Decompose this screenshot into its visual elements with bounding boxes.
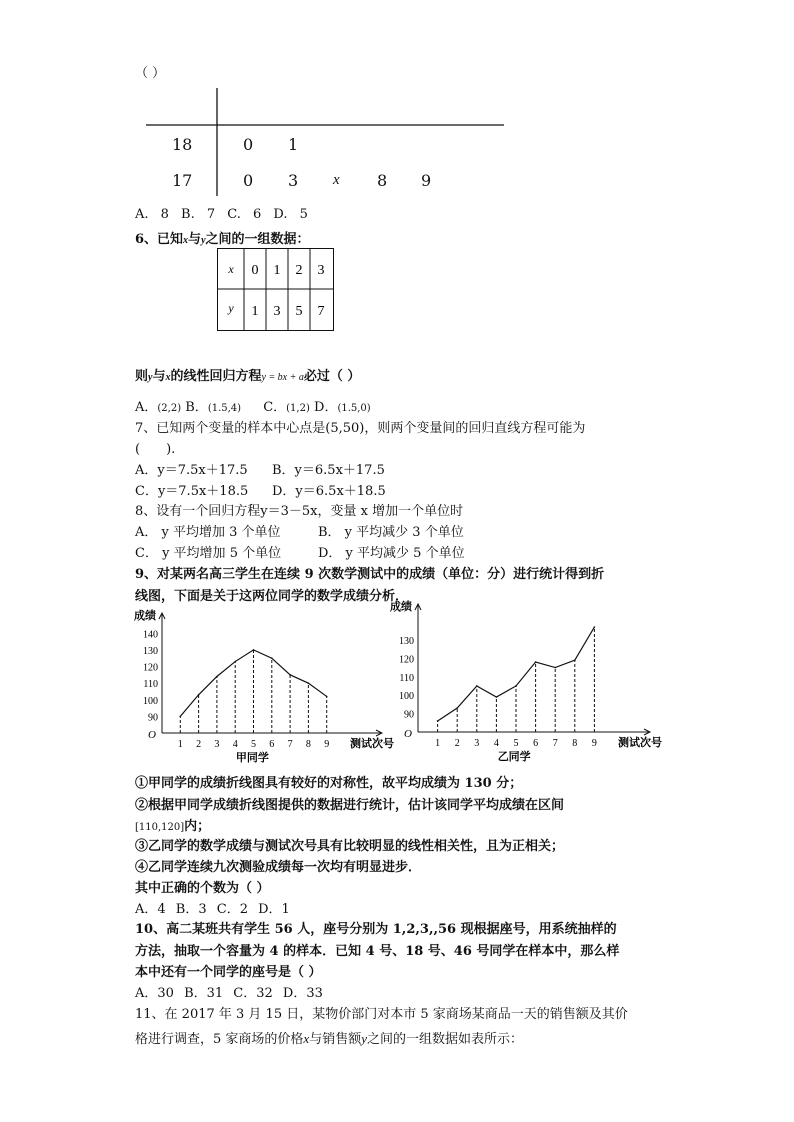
y-tick-label: 100 (399, 691, 414, 703)
data-point (594, 626, 596, 628)
data-point (574, 659, 576, 661)
leaf-8: 8 (377, 171, 388, 190)
y-tick-label: 100 (143, 695, 158, 707)
q6-prefix: 6、已知 (135, 232, 184, 247)
option-value: (1.5,0) (337, 403, 371, 414)
option-value: (1,2) (286, 403, 310, 414)
option-letter: D． (314, 400, 338, 415)
q10-options: A．30 B．31 C．32 D．33 (135, 986, 323, 1001)
x-tick-label: 6 (269, 739, 275, 750)
chart-title: 甲同学 (235, 752, 269, 764)
data-point (554, 667, 556, 669)
q11-stem-2a: 格进行调查，5 家商场的价格 (135, 1032, 304, 1047)
q8-stem: 8、设有一个回归方程y＝3－5x，变量 x 增加一个单位时 (135, 504, 464, 519)
data-point (234, 661, 236, 663)
x-tick-label: 3 (214, 739, 220, 750)
q11-stem-2 (135, 1028, 523, 1047)
q11-stem-2b: 与销售额 (309, 1032, 362, 1047)
x-tick-label: 1 (435, 738, 441, 749)
q10-stem-1: 10、高二某班共有学生 56 人，座号分别为 1,2,3,,56 现根据座号，用系统抽样的 (135, 922, 617, 937)
y-tick-label: 130 (399, 635, 414, 647)
q8-option-b: B． y 平均减少 3 个单位 (318, 525, 464, 540)
var-y: y (361, 1031, 367, 1046)
q6-question (135, 365, 360, 384)
q11-stem-2c: 之间的一组数据如表所示： (366, 1032, 523, 1047)
q6-stem (135, 228, 310, 247)
x-tick-label: 7 (552, 738, 558, 749)
q11-stem-1: 11、在 2017 年 3 月 15 日，某物价部门对本市 5 家商场某商品一天的销售额及其价 (135, 1007, 628, 1022)
q6-options (135, 396, 371, 415)
q5-options: A. 8 B. 7 C. 6 D. 5 (135, 207, 308, 222)
data-point (496, 696, 498, 698)
q6-mid: 与 (188, 232, 202, 247)
regression-equation: y = bx + a (261, 372, 304, 383)
x-tick-label: 8 (305, 739, 311, 750)
leaf-0: 0 (243, 135, 254, 154)
x-tick-label: 9 (324, 739, 330, 750)
x-axis-label: 测试次号 (618, 737, 662, 749)
data-point (289, 674, 291, 676)
x-tick-label: 9 (591, 738, 597, 749)
chart-jia (132, 610, 402, 765)
q7-option-b: B．y＝6.5x＋17.5 (272, 463, 385, 478)
q9-statement-3: ③乙同学的数学成绩与测试次号具有比较明显的线性相关性，且为正相关； (135, 839, 565, 854)
data-point (476, 685, 478, 687)
x-tick-label: 1 (177, 739, 183, 750)
table-y-cell: 1 (251, 304, 259, 319)
y-axis-label: 成绩 (390, 601, 412, 613)
q6-line-b: 与 (152, 369, 166, 384)
q5-paren: （ ） (135, 66, 166, 81)
data-point (326, 696, 328, 698)
q6-line-c: 的线性回归方程 (170, 369, 262, 384)
data-point (271, 657, 273, 659)
var-x: x (165, 372, 171, 383)
x-tick-label: 7 (287, 739, 293, 750)
y-tick-label: 90 (404, 709, 414, 721)
data-point (308, 682, 310, 684)
q9-statement-4: ④乙同学连续九次测验成绩每一次均有明显进步． (135, 860, 422, 875)
x-tick-label: 3 (474, 738, 480, 749)
q9-statement-2b (135, 815, 210, 834)
data-point (456, 707, 458, 709)
q10-stem-3: 本中还有一个同学的座号是（ ） (135, 965, 322, 980)
chart-title: 乙同学 (497, 751, 531, 763)
q7-option-a: A．y＝7.5x＋17.5 (135, 463, 248, 478)
q9-options: A．4 B．3 C．2 D．1 (135, 902, 290, 917)
q7-option-d: D．y＝6.5x＋18.5 (272, 484, 386, 499)
option-letter: C． (263, 400, 287, 415)
x-tick-label: 2 (196, 739, 202, 750)
q9-ask: 其中正确的个数为（ ） (135, 881, 270, 896)
leaf-9: 9 (421, 171, 432, 190)
leaf-x: x (333, 172, 340, 188)
y-axis-label: 成绩 (134, 610, 156, 622)
x-tick-label: 5 (251, 739, 256, 750)
origin-label: O (404, 728, 412, 740)
leaf-3: 3 (288, 171, 299, 190)
stem-17: 17 (172, 171, 193, 190)
chart-yi (390, 601, 670, 764)
data-point (180, 716, 182, 718)
data-point (198, 694, 200, 696)
y-tick-label: 130 (143, 645, 158, 657)
table-y-label: y (228, 301, 234, 315)
table-y-cell: 3 (273, 304, 281, 319)
stem-18: 18 (172, 135, 193, 154)
data-point (253, 649, 255, 651)
option-value: (1.5,4) (207, 403, 242, 414)
option-letter: B． (185, 400, 208, 415)
q6-suffix: 之间的一组数据： (205, 232, 310, 247)
interval: [110,120] (135, 822, 185, 833)
y-tick-label: 120 (143, 662, 158, 674)
x-tick-label: 4 (493, 738, 499, 749)
var-y: y (148, 372, 153, 383)
y-tick-label: 120 (399, 654, 414, 666)
data-point (515, 685, 517, 687)
q6-line-a: 则 (135, 369, 149, 384)
q9-stem-1: 9、对某两名高三学生在连续 9 次数学测试中的成绩（单位：分）进行统计得到折 (135, 567, 605, 582)
y-tick-label: 140 (143, 629, 158, 641)
q8-option-d: D． y 平均减少 5 个单位 (318, 546, 465, 561)
q10-stem-2: 方法，抽取一个容量为 4 的样本．已知 4 号、18 号、46 号同学在样本中，那么样 (135, 944, 620, 959)
x-tick-label: 4 (232, 739, 238, 750)
data-point (535, 661, 537, 663)
q7-stem-1: 7、已知两个变量的样本中心点是(5,50)，则两个变量间的回归直线方程可能为 (135, 421, 586, 436)
x-tick-label: 2 (454, 738, 460, 749)
x-tick-label: 5 (513, 738, 519, 749)
interval-tail: 内； (184, 819, 211, 834)
q8-option-a: A． y 平均增加 3 个单位 (135, 525, 281, 540)
x-tick-label: 8 (572, 738, 578, 749)
y-tick-label: 110 (143, 679, 158, 691)
table-y-cell: 7 (317, 304, 325, 319)
y-tick-label: 110 (399, 672, 414, 684)
table-x-label: x (228, 262, 234, 276)
table-x-cell: 2 (295, 263, 303, 278)
leaf-1: 1 (288, 135, 299, 154)
data-point (216, 676, 218, 678)
var-x: x (183, 235, 189, 246)
leaf-0: 0 (243, 171, 254, 190)
q9-stem-2: 线图，下面是关于这两位同学的数学成绩分析． (135, 589, 409, 604)
q7-option-c: C．y＝7.5x＋18.5 (135, 484, 249, 499)
q9-statement-2: ②根据甲同学成绩折线图提供的数据进行统计，估计该同学平均成绩在区间 (135, 798, 565, 813)
var-x: x (303, 1031, 310, 1046)
option-letter: A． (135, 400, 158, 415)
q8-option-c: C． y 平均增加 5 个单位 (135, 546, 282, 561)
x-axis-label: 测试次号 (350, 738, 394, 750)
table-x-cell: 1 (273, 263, 281, 278)
table-y-cell: 5 (295, 304, 303, 319)
q6-line-d: 必过（ ） (303, 369, 361, 384)
table-x-cell: 0 (251, 263, 259, 278)
x-tick-label: 6 (533, 738, 539, 749)
origin-label: O (148, 729, 156, 741)
q9-statement-1: ①甲同学的成绩折线图具有较好的对称性，故平均成绩为 130 分； (135, 776, 523, 791)
var-y: y (201, 235, 206, 246)
data-point (437, 720, 439, 722)
y-tick-label: 90 (148, 712, 158, 724)
table-x-cell: 3 (317, 263, 325, 278)
option-value: (2,2) (157, 403, 182, 414)
q6-data-table (217, 248, 335, 332)
stem-leaf-plot (140, 88, 510, 198)
q7-stem-2: ( ). (135, 442, 176, 457)
